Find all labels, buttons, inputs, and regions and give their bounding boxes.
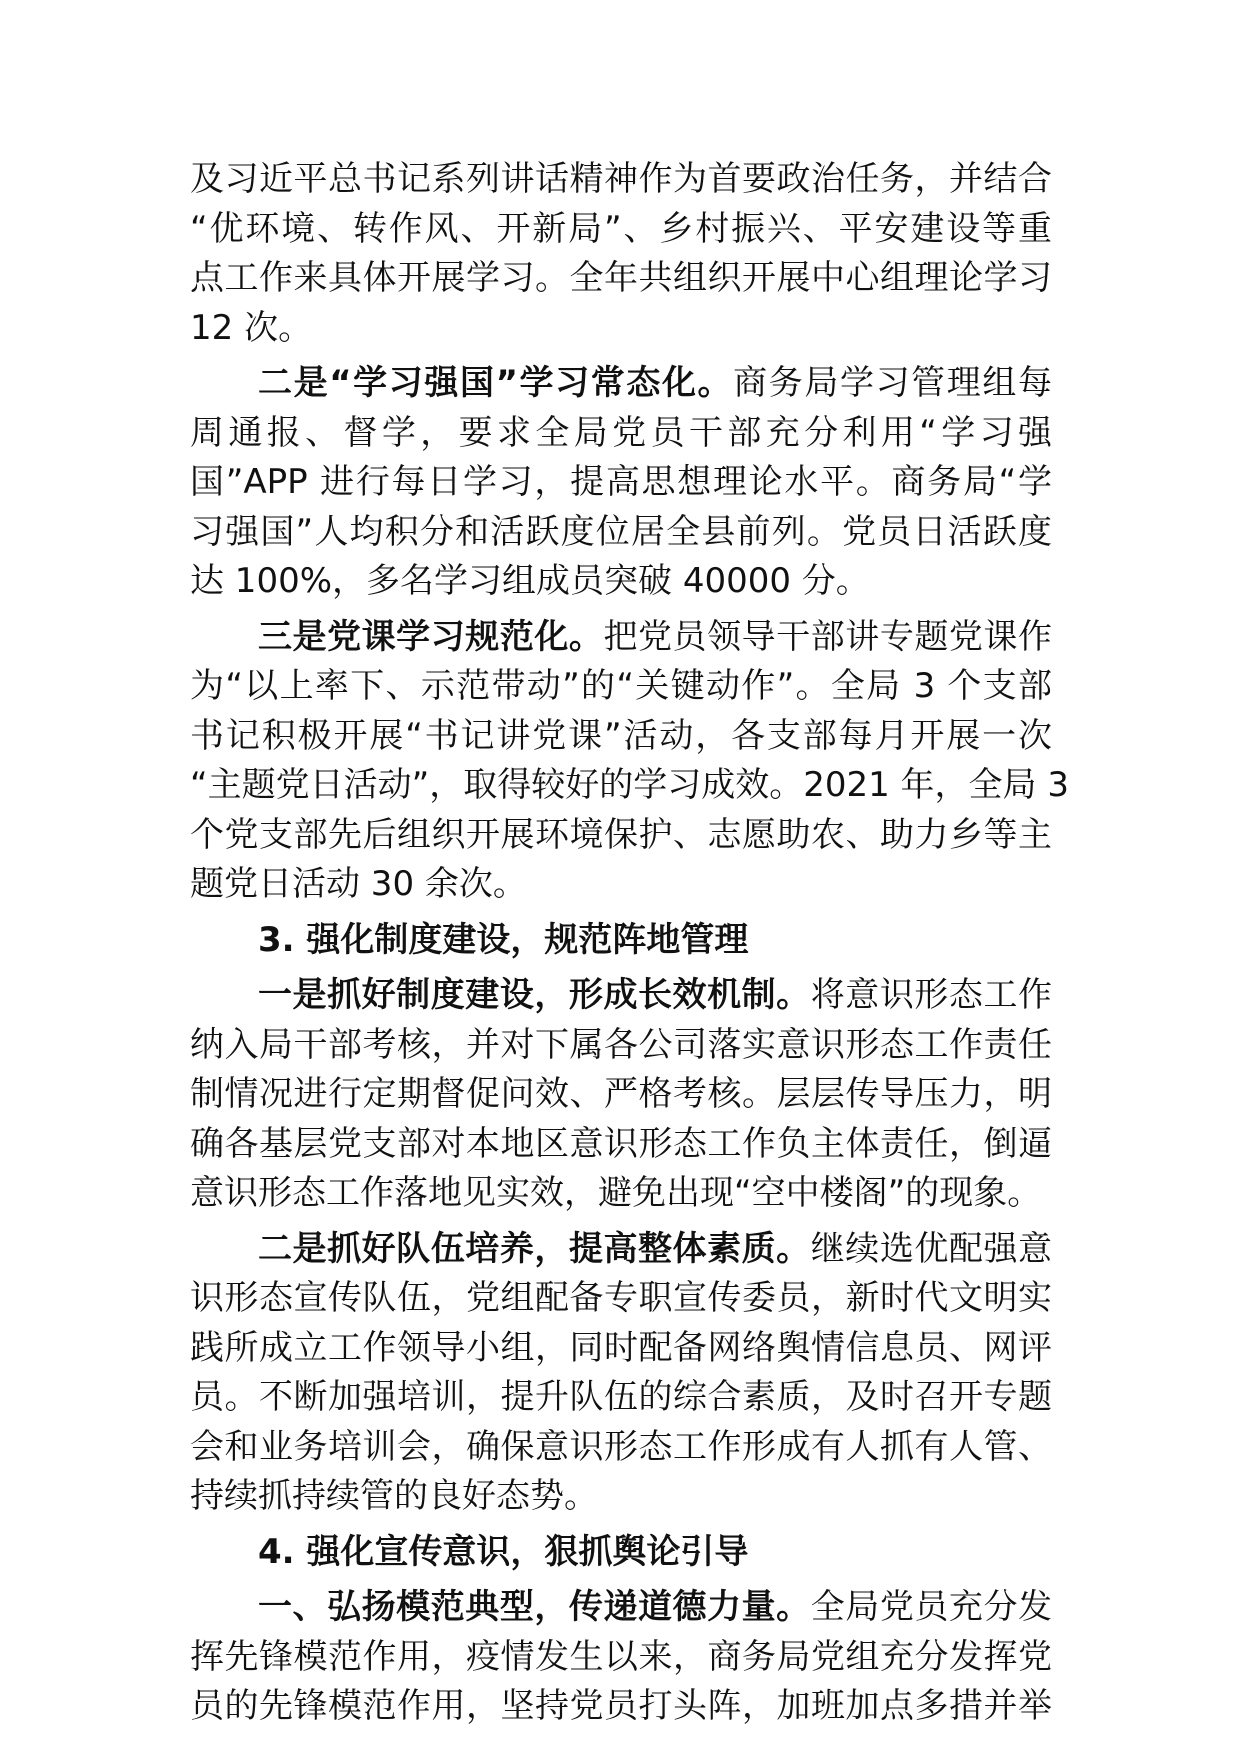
paragraph-system-building — [190, 971, 1052, 1219]
text-line — [190, 1225, 1052, 1275]
text-segment: 继续选优配强意 — [810, 1228, 1053, 1269]
paragraph-role-models — [190, 1583, 1052, 1732]
text-line — [190, 971, 1052, 1021]
text-line: 周通报、督学，要求全局党员干部充分利用“学习强 — [190, 412, 1052, 453]
text-line: 践所成立工作领导小组，同时配备网络舆情信息员、网评 — [190, 1327, 1052, 1368]
text-line — [190, 1583, 1052, 1633]
text-line: 及习近平总书记系列讲话精神作为首要政治任务，并结合 — [190, 159, 1052, 199]
text-segment: 将意识形态工作 — [810, 975, 1053, 1015]
text-line: 持续抓持续管的良好态势。 — [190, 1476, 598, 1516]
section-heading — [190, 916, 1052, 966]
paragraph-team-training — [190, 1225, 1052, 1522]
text-line: 达 100%，多名学习组成员突破 40000 分。 — [190, 561, 870, 601]
text-line: 会和业务培训会，确保意识形态工作形成有人抓有人管、 — [190, 1426, 1052, 1467]
text-line: 确各基层党支部对本地区意识形态工作负主体责任，倒逼 — [190, 1123, 1052, 1164]
section-heading-text: 3. 强化制度建设，规范阵地管理 — [258, 919, 749, 960]
text-line — [190, 359, 1052, 409]
section-heading — [190, 1528, 1052, 1578]
text-line: 12 次。 — [190, 307, 313, 348]
paragraph-continuation — [190, 155, 1052, 353]
paragraph-party-lessons — [190, 613, 1070, 910]
text-line: 员。不断加强培训，提升队伍的综合素质，及时召开专题 — [190, 1377, 1052, 1417]
document-body — [190, 155, 1070, 1732]
paragraph-lead: 一是抓好制度建设，形成长效机制。 — [258, 975, 811, 1015]
text-line: 制情况进行定期督促问效、严格考核。层层传导压力，明 — [190, 1074, 1052, 1114]
text-line: “优环境、转作风、开新局”、乡村振兴、平安建设等重 — [190, 208, 1052, 249]
paragraph-lead: 一、弘扬模范典型，传递道德力量。 — [258, 1587, 811, 1627]
text-line: 国”APP 进行每日学习，提高思想理论水平。商务局“学 — [190, 462, 1052, 502]
text-line: 习强国”人均积分和活跃度位居全县前列。党员日活跃度 — [190, 511, 1052, 552]
text-line: 题党日活动 30 余次。 — [190, 864, 527, 904]
paragraph-lead: 二是“学习强国”学习常态化。 — [258, 363, 734, 403]
section-heading-text: 4. 强化宣传意识，狠抓舆论引导 — [258, 1531, 749, 1572]
text-line: 挥先锋模范作用，疫情发生以来，商务局党组充分发挥党 — [190, 1636, 1052, 1677]
text-line: 书记积极开展“书记讲党课”活动，各支部每月开展一次 — [190, 715, 1052, 756]
paragraph-study-app — [190, 359, 1052, 607]
text-line: 点工作来具体开展学习。全年共组织开展中心组理论学习 — [190, 258, 1052, 298]
text-line: “主题党日活动”，取得较好的学习成效。2021 年，全局 3 — [190, 765, 1070, 805]
paragraph-lead: 二是抓好队伍培养，提高整体素质。 — [258, 1228, 811, 1269]
text-segment: 全局党员充分发 — [810, 1587, 1053, 1627]
text-segment: 把党员领导干部讲专题党课作 — [603, 616, 1053, 657]
text-line: 个党支部先后组织开展环境保护、志愿助农、助力乡等主 — [190, 814, 1052, 855]
text-line: 纳入局干部考核，并对下属各公司落实意识形态工作责任 — [190, 1024, 1052, 1065]
text-line: 意识形态工作落地见实效，避免出现“空中楼阁”的现象。 — [190, 1173, 1042, 1213]
text-line — [190, 613, 1052, 663]
paragraph-lead: 三是党课学习规范化。 — [258, 616, 604, 657]
text-line: 为“以上率下、示范带动”的“关键动作”。全局 3 个支部 — [190, 666, 1052, 706]
text-line: 识形态宣传队伍，党组配备专职宣传委员，新时代文明实 — [190, 1278, 1052, 1318]
text-line: 员的先锋模范作用，坚持党员打头阵，加班加点多措并举 — [190, 1686, 1052, 1726]
text-segment: 商务局学习管理组每 — [733, 363, 1052, 403]
